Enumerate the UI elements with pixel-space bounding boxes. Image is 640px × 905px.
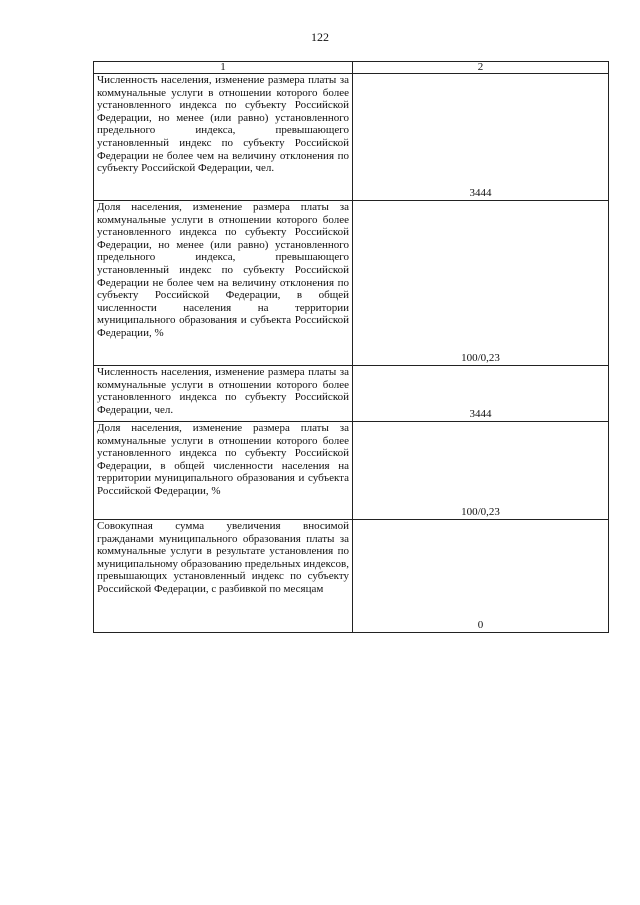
value-cell: 100/0,23 xyxy=(353,201,609,366)
table-row xyxy=(94,422,609,520)
indicator-cell: Доля населения, изменение размера платы за коммунальные услуги в отношении которого более установленного индекса по субъекту Российской Федерации, в общей численности населения на территории муниципального образования и субъекта Российской Федерации, % xyxy=(94,422,353,520)
indicator-cell: Доля населения, изменение размера платы за коммунальные услуги в отношении которого более установленного индекса по субъекту Российской Федерации, но менее (или равно) установленного предельного индекса, превышающего установленный индекс по субъекту Российской Федерации не более чем на величину отклонения по субъекту Российской Федерации, в общей численности населения на территории муниципального образования и субъекта Российской Федерации, % xyxy=(94,201,353,366)
value-cell: 0 xyxy=(353,520,609,633)
indicator-cell: Численность населения, изменение размера платы за коммунальные услуги в отношении которого более установленного индекса по субъекту Российской Федерации, чел. xyxy=(94,366,353,422)
table-row xyxy=(94,74,609,201)
table-row xyxy=(94,520,609,633)
column-header-2: 2 xyxy=(353,62,609,74)
page-number: 122 xyxy=(311,30,329,44)
column-header-1: 1 xyxy=(94,62,353,74)
table-header-row xyxy=(94,62,609,74)
value-cell: 3444 xyxy=(353,366,609,422)
table-row xyxy=(94,201,609,366)
value-cell: 3444 xyxy=(353,74,609,201)
indicator-cell: Совокупная сумма увеличения вносимой гражданами муниципального образования платы за коммунальные услуги в результате установления по муниципальному образованию предельных индексов, превышающих установленный индекс по субъекту Российской Федерации, с разбивкой по месяцам xyxy=(94,520,353,633)
indicators-table xyxy=(93,61,609,633)
indicator-cell: Численность населения, изменение размера платы за коммунальные услуги в отношении которого более установленного индекса по субъекту Российской Федерации, но менее (или равно) установленного предельного индекса, превышающего установленный индекс по субъекту Российской Федерации не более чем на величину отклонения по субъекту Российской Федерации, чел. xyxy=(94,74,353,201)
value-cell: 100/0,23 xyxy=(353,422,609,520)
table-row xyxy=(94,366,609,422)
